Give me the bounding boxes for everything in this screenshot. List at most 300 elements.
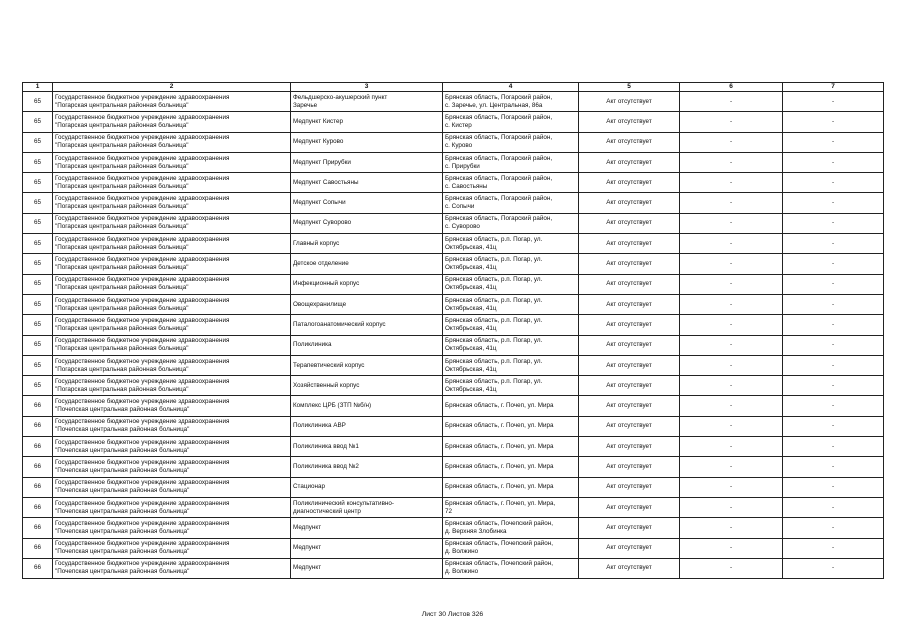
column-7-cell: -: [783, 497, 884, 517]
organization-cell: [53, 518, 291, 538]
object-name-cell: [291, 294, 443, 314]
organization-cell: [53, 294, 291, 314]
act-status-cell: Акт отсутствует: [579, 294, 680, 314]
address-cell-line: д. Верхняя Злобинка: [445, 527, 507, 535]
organization-cell: [53, 558, 291, 578]
object-name-cell-line: Главный корпус: [293, 239, 340, 247]
header-cell: 6: [680, 83, 783, 92]
act-status-cell: Акт отсутствует: [579, 234, 680, 254]
organization-cell: [53, 477, 291, 497]
table-row: [23, 132, 884, 152]
organization-cell-line: "Почепская центральная районная больница": [55, 466, 190, 474]
organization-cell-line: Государственное бюджетное учреждение здравоохранения: [55, 174, 230, 182]
organization-cell: [53, 132, 291, 152]
object-name-cell-line: Медпункт: [293, 564, 322, 572]
act-status-cell: Акт отсутствует: [579, 376, 680, 396]
table-row: [23, 538, 884, 558]
address-cell-line: Брянская область, Погарский район,: [445, 174, 553, 182]
act-status-cell: Акт отсутствует: [579, 254, 680, 274]
object-name-cell-line: Поликлинический консультативно-: [293, 499, 394, 507]
row-number-cell: 65: [23, 335, 53, 355]
object-name-cell-line: Медпункт Савостьяны: [293, 178, 359, 186]
row-number-cell: 65: [23, 294, 53, 314]
address-cell-line: Брянская область, р.п. Погар, ул.: [445, 235, 543, 243]
organization-cell-line: "Почепская центральная районная больница": [55, 426, 190, 434]
object-name-cell: [291, 274, 443, 294]
row-number-cell: 65: [23, 152, 53, 172]
object-name-cell-line: Поликлиника АВР: [293, 422, 346, 430]
address-cell: [443, 315, 579, 335]
address-cell: [443, 193, 579, 213]
column-6-cell: -: [680, 538, 783, 558]
organization-cell-line: "Погарская центральная районная больница": [55, 264, 189, 272]
organization-cell-line: "Погарская центральная районная больница": [55, 284, 189, 292]
organization-cell-line: "Почепская центральная районная больница": [55, 507, 190, 515]
address-cell: [443, 152, 579, 172]
address-cell-line: Брянская область, р.п. Погар, ул.: [445, 256, 543, 264]
object-name-cell-line: диагностический центр: [293, 507, 361, 515]
act-status-cell: Акт отсутствует: [579, 497, 680, 517]
column-6-cell: -: [680, 193, 783, 213]
page-footer: Лист 30 Листов 326: [421, 611, 484, 618]
organization-cell-line: "Погарская центральная районная больница": [55, 385, 189, 393]
object-name-cell: [291, 213, 443, 233]
row-number-cell: 65: [23, 376, 53, 396]
table-row: [23, 376, 884, 396]
table-row: [23, 173, 884, 193]
address-cell-line: с. Прирубки: [445, 162, 480, 170]
organization-cell-line: Государственное бюджетное учреждение здравоохранения: [55, 377, 230, 385]
act-status-cell: Акт отсутствует: [579, 396, 680, 416]
column-6-cell: -: [680, 132, 783, 152]
column-7-cell: -: [783, 294, 884, 314]
object-name-cell: [291, 234, 443, 254]
object-name-cell-line: Поликлиника: [293, 341, 332, 349]
object-name-cell: [291, 355, 443, 375]
address-cell-line: Октябрьская, 41ц: [445, 264, 497, 272]
object-name-cell: [291, 315, 443, 335]
address-cell: [443, 294, 579, 314]
organization-cell-line: Государственное бюджетное учреждение здравоохранения: [55, 438, 230, 446]
address-cell-line: Брянская область, г. Почеп, ул. Мира: [445, 483, 554, 491]
act-status-cell: Акт отсутствует: [579, 416, 680, 436]
address-cell-line: с. Кистер: [445, 121, 472, 129]
table-row: [23, 335, 884, 355]
row-number-cell: 65: [23, 254, 53, 274]
act-status-cell: Акт отсутствует: [579, 193, 680, 213]
object-name-cell-line: Медпункт: [293, 544, 322, 552]
object-name-cell: [291, 92, 443, 112]
column-7-cell: -: [783, 538, 884, 558]
object-name-cell-line: Заречье: [293, 101, 318, 109]
column-6-cell: -: [680, 152, 783, 172]
object-name-cell: [291, 396, 443, 416]
row-number-cell: 66: [23, 497, 53, 517]
table-row: [23, 112, 884, 132]
organization-cell-line: Государственное бюджетное учреждение здравоохранения: [55, 154, 230, 162]
column-6-cell: -: [680, 213, 783, 233]
row-number-cell: 66: [23, 558, 53, 578]
column-7-cell: -: [783, 213, 884, 233]
address-cell-line: Брянская область, Почепский район,: [445, 560, 553, 568]
table-header-row: [23, 83, 884, 92]
organization-cell: [53, 254, 291, 274]
table-row: [23, 518, 884, 538]
column-7-cell: -: [783, 396, 884, 416]
address-cell-line: с. Заречье, ул. Центральная, 86а: [445, 101, 543, 109]
organization-cell-line: "Погарская центральная районная больница": [55, 203, 189, 211]
organization-cell-line: Государственное бюджетное учреждение здравоохранения: [55, 418, 230, 426]
row-number-cell: 65: [23, 193, 53, 213]
act-status-cell: Акт отсутствует: [579, 173, 680, 193]
address-cell: [443, 213, 579, 233]
address-cell-line: Брянская область, г. Почеп, ул. Мира,: [445, 499, 556, 507]
address-cell: [443, 254, 579, 274]
address-cell-line: Брянская область, Погарский район,: [445, 113, 553, 121]
act-status-cell: Акт отсутствует: [579, 92, 680, 112]
column-6-cell: -: [680, 92, 783, 112]
column-6-cell: -: [680, 396, 783, 416]
organization-cell: [53, 173, 291, 193]
organization-cell: [53, 92, 291, 112]
row-number-cell: 66: [23, 437, 53, 457]
organization-cell-line: Государственное бюджетное учреждение здравоохранения: [55, 540, 230, 548]
address-cell-line: д. Волжино: [445, 568, 479, 576]
address-cell: [443, 274, 579, 294]
address-cell: [443, 234, 579, 254]
organization-cell-line: "Почепская центральная районная больница": [55, 446, 190, 454]
organization-cell-line: "Погарская центральная районная больница": [55, 182, 189, 190]
address-cell-line: Брянская область, р.п. Погар, ул.: [445, 296, 543, 304]
act-status-cell: Акт отсутствует: [579, 274, 680, 294]
row-number-cell: 65: [23, 213, 53, 233]
row-number-cell: 65: [23, 234, 53, 254]
object-name-cell: [291, 457, 443, 477]
address-cell: [443, 132, 579, 152]
object-name-cell-line: Поликлиника ввод №2: [293, 462, 359, 470]
object-name-cell-line: Медпункт: [293, 523, 322, 531]
column-6-cell: -: [680, 274, 783, 294]
header-cell: 2: [53, 83, 291, 92]
column-7-cell: -: [783, 376, 884, 396]
organization-cell-line: Государственное бюджетное учреждение здравоохранения: [55, 519, 230, 527]
address-cell: [443, 396, 579, 416]
organization-cell-line: "Почепская центральная районная больница": [55, 568, 190, 576]
object-name-cell-line: Медпункт Кистер: [293, 117, 343, 125]
column-6-cell: -: [680, 497, 783, 517]
object-name-cell: [291, 173, 443, 193]
address-cell-line: Брянская область, Погарский район,: [445, 215, 553, 223]
act-status-cell: Акт отсутствует: [579, 132, 680, 152]
address-cell: [443, 92, 579, 112]
row-number-cell: 66: [23, 457, 53, 477]
header-cell: 3: [291, 83, 443, 92]
object-name-cell: [291, 132, 443, 152]
row-number-cell: 65: [23, 274, 53, 294]
table-row: [23, 457, 884, 477]
address-cell-line: с. Сопычи: [445, 203, 475, 211]
act-status-cell: Акт отсутствует: [579, 558, 680, 578]
object-name-cell: [291, 558, 443, 578]
organization-cell-line: Государственное бюджетное учреждение здравоохранения: [55, 195, 230, 203]
document-sheet: [22, 82, 883, 579]
address-cell-line: с. Савостьяны: [445, 182, 488, 190]
organization-cell-line: "Погарская центральная районная больница": [55, 223, 189, 231]
address-cell-line: Брянская область, р.п. Погар, ул.: [445, 377, 543, 385]
address-cell-line: Брянская область, Погарский район,: [445, 93, 553, 101]
row-number-cell: 66: [23, 477, 53, 497]
column-6-cell: -: [680, 173, 783, 193]
act-status-cell: Акт отсутствует: [579, 112, 680, 132]
organization-cell-line: "Погарская центральная районная больница": [55, 365, 189, 373]
organization-cell: [53, 497, 291, 517]
table-row: [23, 477, 884, 497]
table-row: [23, 254, 884, 274]
column-7-cell: -: [783, 355, 884, 375]
address-cell-line: Октябрьская, 41ц: [445, 284, 497, 292]
address-cell: [443, 335, 579, 355]
address-cell-line: Брянская область, Почепский район,: [445, 540, 553, 548]
table-row: [23, 152, 884, 172]
address-cell-line: Брянская область, р.п. Погар, ул.: [445, 316, 543, 324]
table-row: [23, 213, 884, 233]
table-row: [23, 274, 884, 294]
organization-cell: [53, 396, 291, 416]
organization-cell-line: "Погарская центральная районная больница": [55, 324, 189, 332]
column-6-cell: -: [680, 335, 783, 355]
column-6-cell: -: [680, 376, 783, 396]
object-name-cell-line: Терапевтический корпус: [293, 361, 365, 369]
column-6-cell: -: [680, 315, 783, 335]
row-number-cell: 66: [23, 416, 53, 436]
object-name-cell-line: Комплекс ЦРБ (ЗТП №б/н): [293, 402, 372, 410]
organization-cell-line: Государственное бюджетное учреждение здравоохранения: [55, 256, 230, 264]
object-name-cell-line: Поликлиника ввод №1: [293, 442, 359, 450]
table-row: [23, 355, 884, 375]
object-name-cell-line: Инфекционный корпус: [293, 280, 360, 288]
act-status-cell: Акт отсутствует: [579, 477, 680, 497]
column-6-cell: -: [680, 254, 783, 274]
column-6-cell: -: [680, 355, 783, 375]
row-number-cell: 66: [23, 396, 53, 416]
organization-cell: [53, 376, 291, 396]
column-7-cell: -: [783, 92, 884, 112]
address-cell-line: Октябрьская, 41ц: [445, 243, 497, 251]
organization-cell-line: "Погарская центральная районная больница": [55, 121, 189, 129]
address-cell: [443, 497, 579, 517]
address-cell: [443, 173, 579, 193]
address-cell: [443, 518, 579, 538]
table-row: [23, 497, 884, 517]
organization-cell: [53, 213, 291, 233]
table-row: [23, 234, 884, 254]
organization-cell: [53, 315, 291, 335]
object-name-cell-line: Медпункт Суворово: [293, 219, 352, 227]
organization-cell-line: Государственное бюджетное учреждение здравоохранения: [55, 337, 230, 345]
organization-cell: [53, 152, 291, 172]
organization-cell: [53, 234, 291, 254]
act-status-cell: Акт отсутствует: [579, 538, 680, 558]
address-cell-line: Брянская область, Погарский район,: [445, 195, 553, 203]
organization-cell-line: Государственное бюджетное учреждение здравоохранения: [55, 93, 230, 101]
column-7-cell: -: [783, 254, 884, 274]
column-7-cell: -: [783, 112, 884, 132]
organization-cell-line: Государственное бюджетное учреждение здравоохранения: [55, 276, 230, 284]
column-7-cell: -: [783, 335, 884, 355]
column-6-cell: -: [680, 437, 783, 457]
organization-cell: [53, 457, 291, 477]
address-cell: [443, 477, 579, 497]
address-cell: [443, 376, 579, 396]
header-cell: 4: [443, 83, 579, 92]
organization-cell-line: "Почепская центральная районная больница": [55, 487, 190, 495]
object-name-cell-line: Медпункт Сопычи: [293, 199, 346, 207]
organization-cell-line: Государственное бюджетное учреждение здравоохранения: [55, 499, 230, 507]
column-7-cell: -: [783, 518, 884, 538]
organization-cell-line: "Погарская центральная районная больница": [55, 162, 189, 170]
organization-cell: [53, 193, 291, 213]
header-cell: 7: [783, 83, 884, 92]
object-name-cell: [291, 152, 443, 172]
column-7-cell: -: [783, 477, 884, 497]
column-7-cell: -: [783, 132, 884, 152]
address-cell: [443, 457, 579, 477]
row-number-cell: 65: [23, 315, 53, 335]
object-name-cell: [291, 538, 443, 558]
column-7-cell: -: [783, 152, 884, 172]
address-cell-line: Брянская область, р.п. Погар, ул.: [445, 357, 543, 365]
column-7-cell: -: [783, 558, 884, 578]
object-name-cell-line: Медпункт Прирубки: [293, 158, 351, 166]
address-cell: [443, 437, 579, 457]
address-cell-line: Брянская область, г. Почеп, ул. Мира: [445, 462, 554, 470]
table-row: [23, 416, 884, 436]
organization-cell-line: Государственное бюджетное учреждение здравоохранения: [55, 560, 230, 568]
object-name-cell: [291, 497, 443, 517]
objects-table: [22, 82, 884, 579]
header-cell: 5: [579, 83, 680, 92]
object-name-cell-line: Фельдшерско-акушерский пункт: [293, 93, 388, 101]
row-number-cell: 65: [23, 355, 53, 375]
organization-cell: [53, 538, 291, 558]
row-number-cell: 65: [23, 132, 53, 152]
organization-cell-line: Государственное бюджетное учреждение здравоохранения: [55, 357, 230, 365]
table-row: [23, 437, 884, 457]
address-cell: [443, 112, 579, 132]
organization-cell-line: "Погарская центральная районная больница": [55, 345, 189, 353]
object-name-cell: [291, 477, 443, 497]
address-cell-line: Октябрьская, 41ц: [445, 324, 497, 332]
address-cell-line: Брянская область, Погарский район,: [445, 154, 553, 162]
column-6-cell: -: [680, 234, 783, 254]
organization-cell-line: "Погарская центральная районная больница": [55, 304, 189, 312]
object-name-cell: [291, 437, 443, 457]
address-cell-line: с. Суворово: [445, 223, 480, 231]
table-row: [23, 294, 884, 314]
object-name-cell-line: Стационар: [293, 483, 325, 491]
object-name-cell-line: Детское отделение: [293, 260, 349, 268]
address-cell: [443, 538, 579, 558]
table-row: [23, 396, 884, 416]
row-number-cell: 65: [23, 112, 53, 132]
address-cell-line: Октябрьская, 41ц: [445, 345, 497, 353]
organization-cell-line: Государственное бюджетное учреждение здравоохранения: [55, 235, 230, 243]
object-name-cell-line: Овощехранилище: [293, 300, 347, 308]
object-name-cell-line: Медпункт Курово: [293, 138, 344, 146]
column-7-cell: -: [783, 437, 884, 457]
act-status-cell: Акт отсутствует: [579, 213, 680, 233]
column-7-cell: -: [783, 274, 884, 294]
address-cell-line: д. Волжино: [445, 548, 479, 556]
organization-cell-line: Государственное бюджетное учреждение здравоохранения: [55, 398, 230, 406]
column-7-cell: -: [783, 234, 884, 254]
organization-cell-line: "Погарская центральная районная больница": [55, 243, 189, 251]
organization-cell: [53, 274, 291, 294]
organization-cell-line: "Почепская центральная районная больница": [55, 406, 190, 414]
organization-cell: [53, 112, 291, 132]
object-name-cell: [291, 193, 443, 213]
row-number-cell: 66: [23, 518, 53, 538]
organization-cell-line: Государственное бюджетное учреждение здравоохранения: [55, 316, 230, 324]
address-cell-line: Брянская область, г. Почеп, ул. Мира: [445, 442, 554, 450]
object-name-cell: [291, 376, 443, 396]
address-cell-line: Брянская область, г. Почеп, ул. Мира: [445, 402, 554, 410]
organization-cell-line: Государственное бюджетное учреждение здравоохранения: [55, 479, 230, 487]
organization-cell-line: "Погарская центральная районная больница": [55, 101, 189, 109]
act-status-cell: Акт отсутствует: [579, 518, 680, 538]
organization-cell-line: Государственное бюджетное учреждение здравоохранения: [55, 134, 230, 142]
row-number-cell: 65: [23, 92, 53, 112]
address-cell-line: Октябрьская, 41ц: [445, 304, 497, 312]
column-7-cell: -: [783, 173, 884, 193]
column-6-cell: -: [680, 518, 783, 538]
organization-cell-line: "Почепская центральная районная больница": [55, 527, 190, 535]
act-status-cell: Акт отсутствует: [579, 335, 680, 355]
column-7-cell: -: [783, 193, 884, 213]
act-status-cell: Акт отсутствует: [579, 152, 680, 172]
act-status-cell: Акт отсутствует: [579, 315, 680, 335]
column-6-cell: -: [680, 457, 783, 477]
table-row: [23, 558, 884, 578]
table-row: [23, 315, 884, 335]
act-status-cell: Акт отсутствует: [579, 355, 680, 375]
address-cell-line: Октябрьская, 41ц: [445, 365, 497, 373]
object-name-cell: [291, 335, 443, 355]
column-6-cell: -: [680, 294, 783, 314]
object-name-cell: [291, 518, 443, 538]
table-row: [23, 193, 884, 213]
act-status-cell: Акт отсутствует: [579, 457, 680, 477]
organization-cell-line: Государственное бюджетное учреждение здравоохранения: [55, 458, 230, 466]
address-cell-line: Брянская область, р.п. Погар, ул.: [445, 337, 543, 345]
column-6-cell: -: [680, 112, 783, 132]
column-6-cell: -: [680, 477, 783, 497]
act-status-cell: Акт отсутствует: [579, 437, 680, 457]
column-7-cell: -: [783, 457, 884, 477]
header-cell: 1: [23, 83, 53, 92]
object-name-cell: [291, 254, 443, 274]
address-cell-line: с. Курово: [445, 142, 473, 150]
address-cell-line: 72: [445, 507, 453, 515]
address-cell-line: Брянская область, р.п. Погар, ул.: [445, 276, 543, 284]
column-6-cell: -: [680, 416, 783, 436]
address-cell-line: Брянская область, г. Почеп, ул. Мира: [445, 422, 554, 430]
object-name-cell-line: Хозяйственный корпус: [293, 381, 360, 389]
row-number-cell: 65: [23, 173, 53, 193]
organization-cell: [53, 437, 291, 457]
address-cell: [443, 416, 579, 436]
organization-cell-line: Государственное бюджетное учреждение здравоохранения: [55, 296, 230, 304]
